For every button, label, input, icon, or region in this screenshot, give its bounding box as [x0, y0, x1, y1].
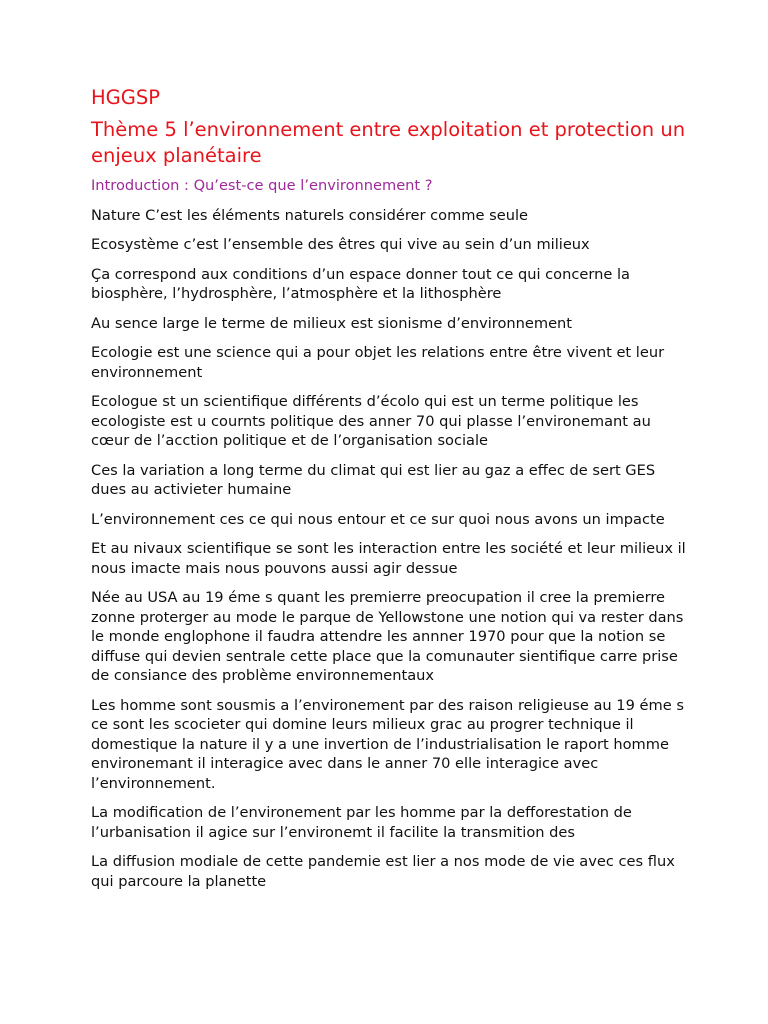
theme-heading: Thème 5 l’environnement entre exploitation et protection un enjeux planétaire	[91, 118, 686, 167]
introduction-heading: Introduction : Qu’est-ce que l’environnement ?	[91, 177, 433, 194]
paragraph-hommes-soumis: Les homme sont sousmis a l’environement par des raison religieuse au 19 éme s ce sont les scocieter qui domine leurs milieux grac au progrer technique il domestique la nature il y a une invertion de l’industrialisation le raport homme environemant il interagice avec dans le anner 70 elle interagice avec l’environnement.	[91, 696, 684, 792]
paragraph-modification-environnement: La modification de l’environement par les homme par la defforestation de l’urbanisation il agice sur l’environemt il facilite la transmition des	[91, 804, 632, 841]
paragraph-sens-large: Au sence large le terme de milieux est sionisme d’environnement	[91, 314, 573, 332]
paragraph-environnement-definition: L’environnement ces ce qui nous entour et ce sur quoi nous avons un impacte	[91, 510, 665, 528]
paragraph-ecologue: Ecologue st un scientifique différents d’écolo qui est un terme politique les ecologiste est u cournts politique des anner 70 qui plasse l’environemant au cœur de l’acction politique et de l’organisation sociale	[91, 393, 651, 449]
paragraph-ecosysteme: Ecosystème c’est l’ensemble des êtres qui vive au sein d’un milieux	[91, 236, 590, 253]
paragraph-ecologie: Ecologie est une science qui a pour objet les relations entre être vivent et leur environnement	[91, 344, 665, 381]
document-content	[91, 86, 691, 901]
paragraph-variation-climat: Ces la variation a long terme du climat qui est lier au gaz a effec de sert GES dues au activieter humaine	[91, 461, 656, 498]
paragraph-conditions-espace: Ça correspond aux conditions d’un espace donner tout ce qui concerne la biosphère, l’hydrosphère, l’atmosphère et la lithosphère	[91, 265, 630, 302]
paragraph-niveau-scientifique: Et au nivaux scientifique se sont les interaction entre les société et leur milieux il nous imacte mais nous pouvons aussi agir dessue	[91, 540, 686, 577]
paragraph-usa-yellowstone: Née au USA au 19 éme s quant les premierre preocupation il cree la premierre zonne proterger au mode le parque de Yellowstone une notion qui va rester dans le monde englophone il faudra attendre les annner 1970 pour que la notion se diffuse qui devien sentrale cette place que la comunauter sientifique carre prise de consiance des problème environnementaux	[91, 589, 684, 684]
document-title: HGGSP	[91, 86, 161, 109]
paragraph-nature: Nature C’est les éléments naturels considérer comme seule	[91, 206, 528, 224]
paragraph-diffusion-pandemie: La diffusion modiale de cette pandemie est lier a nos mode de vie avec ces flux qui parcoure la planette	[91, 853, 675, 890]
